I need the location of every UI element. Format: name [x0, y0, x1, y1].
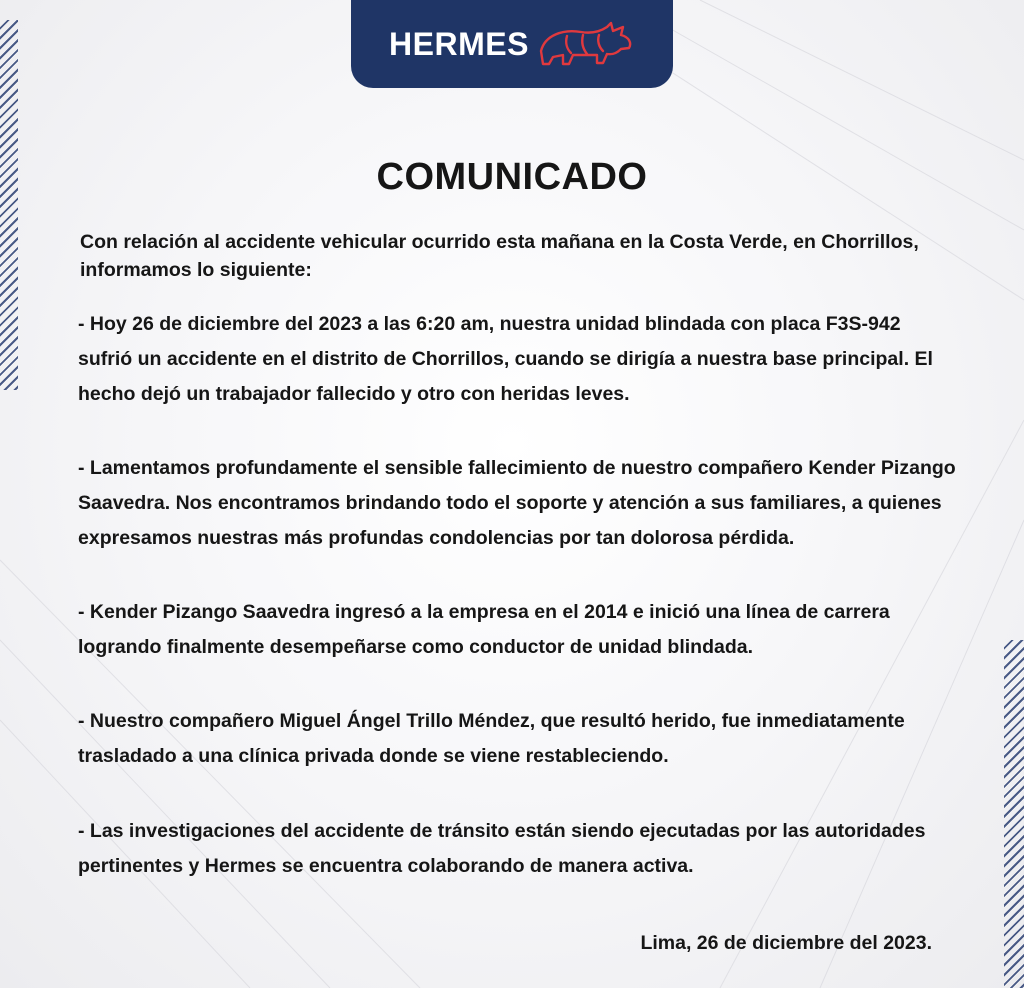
page-title: COMUNICADO	[376, 156, 648, 198]
brand-name: HERMES	[389, 25, 529, 62]
brand-logo	[351, 0, 673, 88]
left-decorative-stripes	[0, 20, 18, 390]
right-decorative-stripes	[1004, 640, 1024, 988]
statement-paragraph-4: - Nuestro compañero Miguel Ángel Trillo Méndez, que resultó herido, fue inmediatamente trasladado a una clínica privada donde se viene restableciendo.	[78, 710, 905, 767]
statement-paragraph-5: - Las investigaciones del accidente de tránsito están siendo ejecutadas por las autoridades pertinentes y Hermes se encuentra colaborando de manera activa.	[78, 820, 926, 877]
statement-paragraph-3: - Kender Pizango Saavedra ingresó a la empresa en el 2014 e inició una línea de carrera logrando finalmente desempeñarse como conductor de unidad blindada.	[78, 601, 890, 658]
intro-paragraph: Con relación al accidente vehicular ocurrido esta mañana en la Costa Verde, en Chorrillos, informamos lo siguiente:	[80, 231, 919, 281]
statement-paragraph-1: - Hoy 26 de diciembre del 2023 a las 6:20 am, nuestra unidad blindada con placa F3S-942 sufrió un accidente en el distrito de Chorrillos, cuando se dirigía a nuestra base principal. El hecho dejó un trabajador fallecido y otro con heridas leves.	[78, 313, 933, 405]
date-signature: Lima, 26 de diciembre del 2023.	[640, 932, 932, 954]
rhino-icon	[537, 21, 635, 67]
statement-paragraph-2: - Lamentamos profundamente el sensible fallecimiento de nuestro compañero Kender Pizango Saavedra. Nos encontramos brindando todo el soporte y atención a sus familiares, a quienes expresamos nuestras más profundas condolencias por tan dolorosa pérdida.	[78, 457, 956, 549]
